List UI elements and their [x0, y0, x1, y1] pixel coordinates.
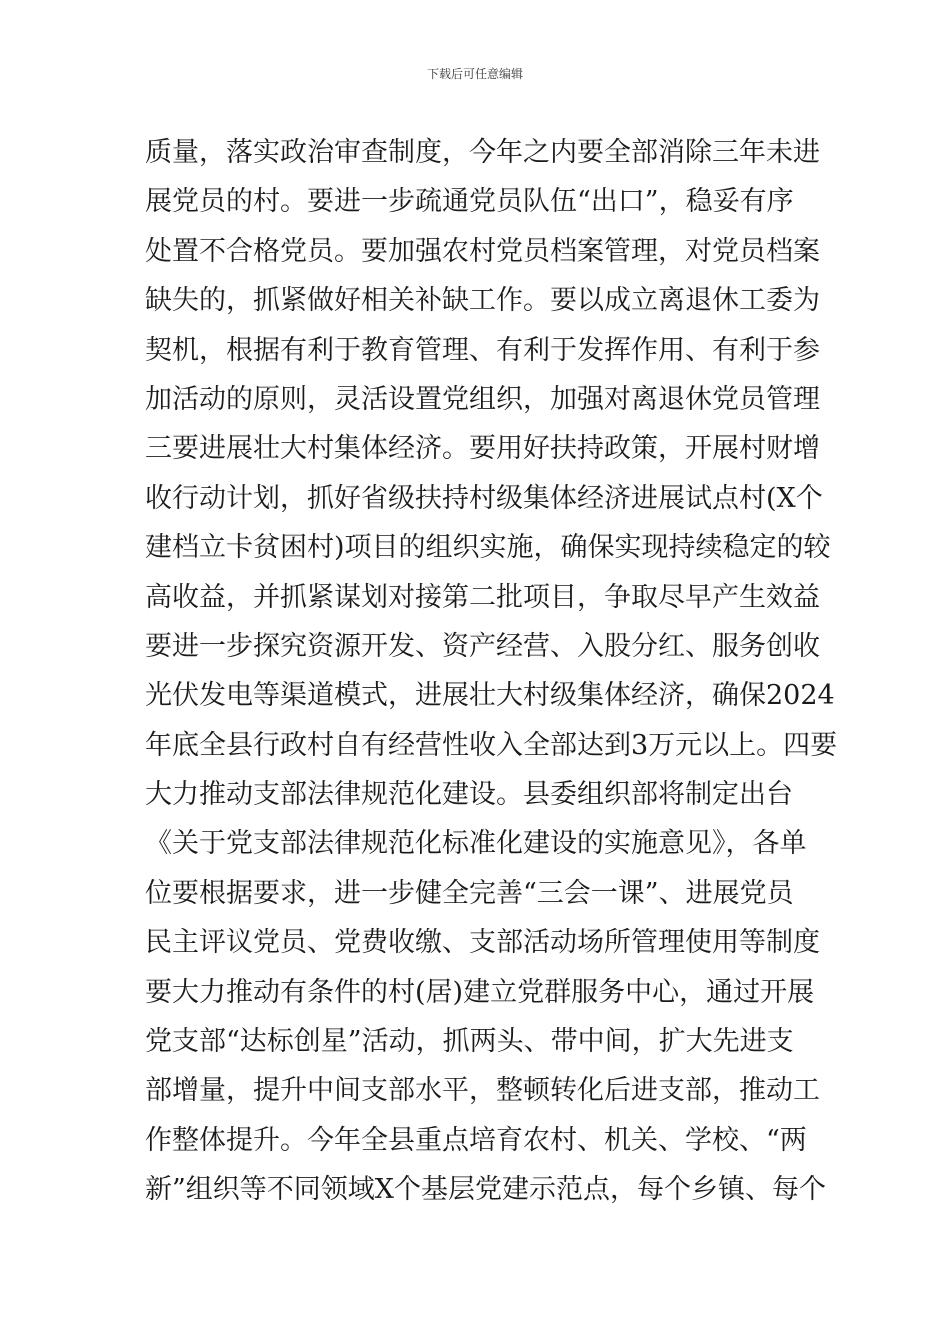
text-line: 收行动计划，抓好省级扶持村级集体经济进展试点村(X个	[145, 482, 823, 514]
text-line: 缺失的，抓紧做好相关补缺工作。要以成立离退休工委为	[145, 285, 820, 317]
text-line: 契机，根据有利于教育管理、有利于发挥作用、有利于参	[145, 334, 820, 366]
text-line: 大力推动支部法律规范化建设。县委组织部将制定出台	[145, 779, 793, 811]
text-line: 三要进展壮大村集体经济。要用好扶持政策，开展村财增	[145, 433, 820, 465]
text-line: 部增量，提升中间支部水平，整顿转化后进支部，推动工	[145, 1075, 820, 1107]
text-line: 建档立卡贫困村)项目的组织实施，确保实现持续稳定的较	[145, 532, 831, 564]
text-line: 高收益，并抓紧谋划对接第二批项目，争取尽早产生效益	[145, 581, 820, 613]
text-line: 展党员的村。要进一步疏通党员队伍“出口”，稳妥有序	[145, 186, 794, 218]
text-line: 加活动的原则，灵活设置党组织，加强对离退休党员管理	[145, 383, 820, 415]
text-line: 光伏发电等渠道模式，进展壮大村级集体经济，确保2024	[145, 680, 835, 712]
text-line: 处置不合格党员。要加强农村党员档案管理，对党员档案	[145, 235, 820, 267]
text-line: 《关于党支部法律规范化标准化建设的实施意见》，各单	[145, 828, 807, 860]
text-line: 要进一步探究资源开发、资产经营、入股分红、服务创收	[145, 630, 820, 662]
document-body	[145, 128, 838, 1215]
text-line: 要大力推动有条件的村(居)建立党群服务中心，通过开展	[145, 976, 815, 1008]
text-line: 质量，落实政治审查制度，今年之内要全部消除三年未进	[145, 137, 820, 168]
text-line: 民主评议党员、党费收缴、支部活动场所管理使用等制度	[145, 927, 820, 959]
text-line: 作整体提升。今年全县重点培育农村、机关、学校、“两	[145, 1124, 807, 1156]
page-header: 下载后可任意编辑	[426, 67, 523, 81]
text-line: 新”组织等不同领域X个基层党建示范点，每个乡镇、每个	[145, 1174, 827, 1206]
text-line: 年底全县行政村自有经营性收入全部达到3万元以上。四要	[145, 729, 838, 761]
text-line: 位要根据要求，进一步健全完善“三会一课”、进展党员	[145, 877, 794, 909]
text-line: 党支部“达标创星”活动，抓两头、带中间，扩大先进支	[145, 1026, 794, 1058]
